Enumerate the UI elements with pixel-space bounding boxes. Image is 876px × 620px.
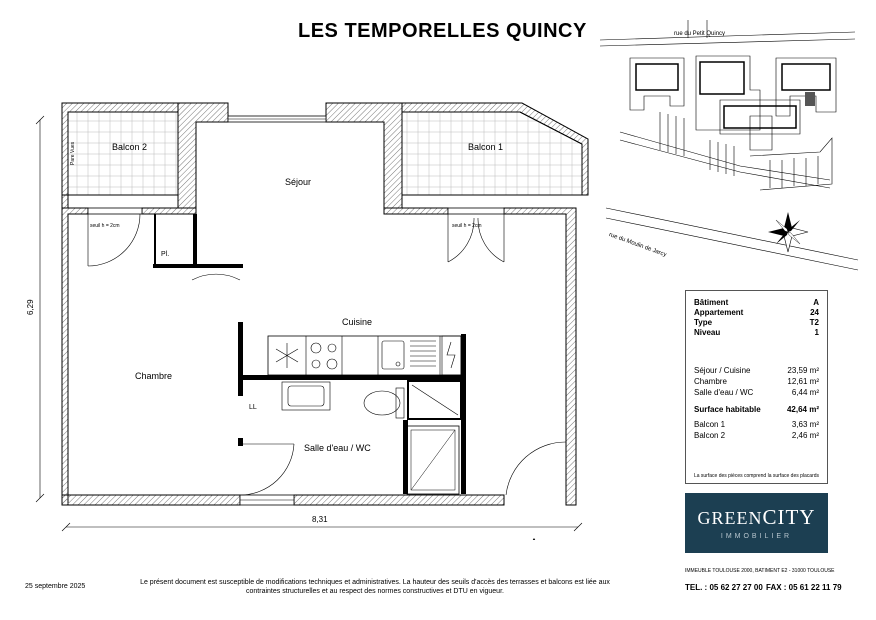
- apartment-info-box: [685, 290, 828, 484]
- wall-kitchen-bath: [238, 375, 466, 380]
- dimension-height-label: 6,29: [26, 299, 35, 315]
- street-label-top: rue du Petit Quincy: [674, 31, 726, 37]
- room-label-cuisine: Cuisine: [342, 317, 373, 327]
- wall-placard: [193, 214, 197, 266]
- note-seuil-left: seuil h = 2cm: [90, 223, 120, 229]
- wall-bottom: [294, 495, 504, 505]
- page-title: LES TEMPORELLES QUINCY: [298, 20, 587, 42]
- greencity-logo: [685, 493, 828, 553]
- info-chambre: Chambre 12,61 m²: [694, 377, 819, 386]
- wall-sejour-left: [178, 103, 228, 208]
- info-note: La surface des pièces comprend la surface des placards: [693, 473, 820, 479]
- room-label-placard: Pl.: [161, 251, 170, 258]
- dimension-height: [36, 116, 44, 502]
- room-label-sejour: Séjour: [285, 177, 312, 187]
- note-seuil-right: seuil h = 2cm: [452, 223, 482, 229]
- room-label-salle-eau: Salle d'eau / WC: [304, 443, 371, 453]
- info-sejour: Séjour / Cuisine 23,59 m²: [694, 366, 819, 375]
- door-balcon-2: [88, 208, 142, 214]
- door-balcon-1: [448, 208, 504, 214]
- info-type: Type T2: [694, 318, 819, 327]
- info-balcon-1: Balcon 1 3,63 m²: [694, 420, 819, 429]
- apartment-location-marker: [805, 92, 815, 106]
- note-pare-vues: Pare Vues: [70, 141, 76, 165]
- company-tel: TEL. : 05 62 27 27 00: [685, 583, 763, 592]
- wall-sejour-right: [326, 103, 402, 208]
- wall-chambre-kitchen: [238, 322, 243, 382]
- wall-left: [62, 208, 88, 505]
- kitchen-counter: [268, 336, 461, 375]
- room-label-balcon-2: Balcon 2: [112, 142, 148, 152]
- north-arrow-icon: [526, 538, 542, 540]
- disclaimer-line-1: Le présent document est susceptible de modifications techniques et administratives. La hauteur des seuils d'accès des terrasses et balcons est liée aux: [140, 579, 610, 586]
- dimension-width: [62, 523, 582, 531]
- info-balcon-2: Balcon 2 2,46 m²: [694, 431, 819, 440]
- room-label-linge: LL: [249, 404, 257, 411]
- room-label-balcon-1: Balcon 1: [468, 142, 504, 152]
- logo-sub: IMMOBILIER: [720, 533, 793, 540]
- compass-icon: [768, 212, 808, 252]
- logo-city: CITY: [762, 505, 816, 529]
- dimension-width-label: 8,31: [312, 515, 328, 524]
- info-appartement: Appartement 24: [694, 308, 819, 317]
- company-address: IMMEUBLE TOULOUSE 2000, BATIMENT E2 - 31000 TOULOUSE: [685, 568, 835, 574]
- wc-icon: [364, 388, 404, 418]
- company-fax: FAX : 05 61 22 11 79: [766, 583, 842, 592]
- document-date: 25 septembre 2025: [25, 583, 86, 590]
- info-surface-habitable: Surface habitable 42,64 m²: [694, 405, 819, 414]
- balcon-2-area: [68, 112, 178, 195]
- logo-green: GREEN: [697, 508, 763, 528]
- info-salle-eau: Salle d'eau / WC 6,44 m²: [694, 388, 819, 397]
- info-niveau: Niveau 1: [694, 328, 819, 337]
- info-batiment: Bâtiment A: [694, 298, 819, 307]
- disclaimer-line-2: contraintes structurelles et au respect des normes constructives et DTU en vigueur.: [246, 588, 504, 595]
- street-label-bottom: rue du Moulin de Jarcy: [607, 232, 668, 259]
- wall-right: [504, 208, 576, 505]
- room-label-chambre: Chambre: [135, 371, 173, 381]
